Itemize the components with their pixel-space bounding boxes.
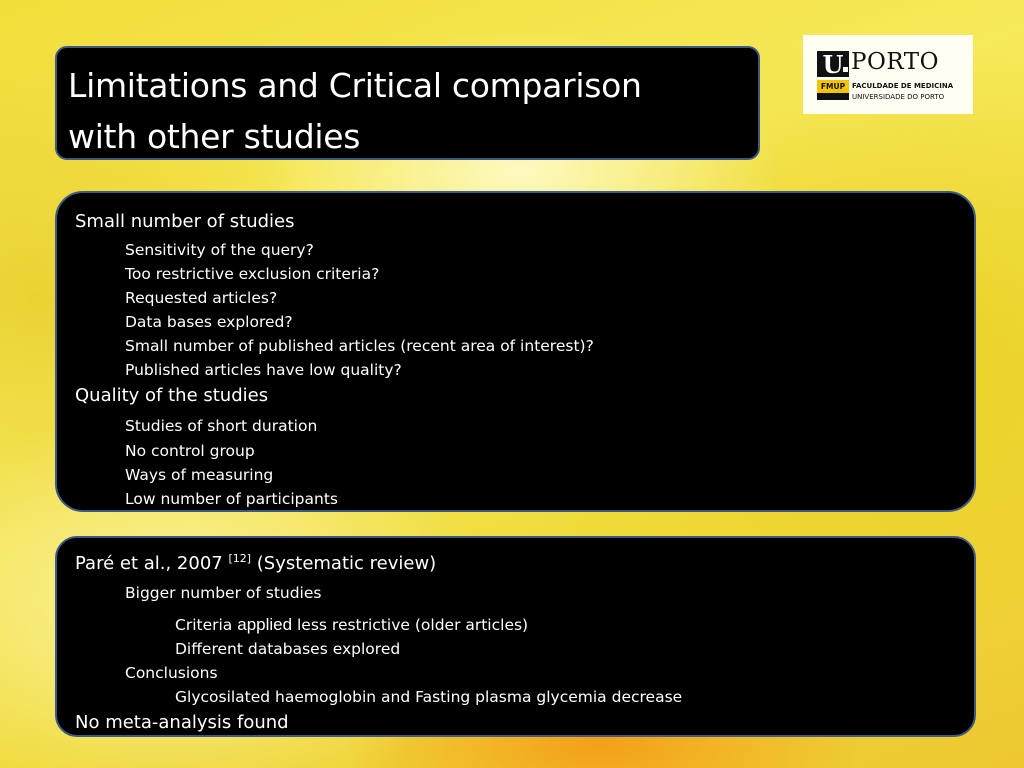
comparison-panel [55,536,976,737]
reference-type: (Systematic review) [251,553,437,574]
list-item: Low number of participants [125,490,338,508]
heading-small-number: Small number of studies [75,211,295,232]
list-item: Too restrictive exclusion criteria? [125,265,380,283]
list-item: Ways of measuring [125,466,274,484]
list-item: Studies of short duration [125,417,318,435]
logo-fmup-badge: FMUP [817,80,849,93]
criteria-prefix: Criteria [175,616,238,634]
reference-author: Paré et al., 2007 [75,553,229,574]
logo-university-text: UNIVERSIDADE DO PORTO [852,93,945,101]
university-logo [803,35,973,114]
logo-dot [843,67,848,72]
limitations-panel [55,191,976,512]
conclusion-detail: Glycosilated haemoglobin and Fasting plasma glycemia decrease [175,688,683,706]
bigger-number-item: Bigger number of studies [125,584,322,602]
list-item: Data bases explored? [125,313,293,331]
title-box [55,46,760,160]
conclusions-item: Conclusions [125,664,218,682]
list-item: Sensitivity of the query? [125,241,314,259]
list-item: Published articles have low quality? [125,361,402,379]
logo-bar [817,93,849,100]
slide-title-line-2: with other studies [68,117,361,156]
list-item: Requested articles? [125,289,278,307]
logo-u-letter: U [817,51,849,77]
meta-analysis-item: No meta-analysis found [75,712,289,733]
criteria-applied: applied [237,615,293,634]
reference-heading [75,552,436,574]
criteria-suffix: less restrictive (older articles) [292,616,529,634]
databases-item: Different databases explored [175,640,401,658]
reference-number: [12] [228,552,252,565]
logo-faculty-text: FACULDADE DE MEDICINA [852,82,954,90]
list-item: No control group [125,442,255,460]
criteria-item [175,615,528,635]
logo-porto-text: PORTO [851,49,939,75]
heading-quality: Quality of the studies [75,385,269,406]
list-item: Small number of published articles (recent area of interest)? [125,337,594,355]
slide-title-line-1: Limitations and Critical comparison [68,66,642,105]
